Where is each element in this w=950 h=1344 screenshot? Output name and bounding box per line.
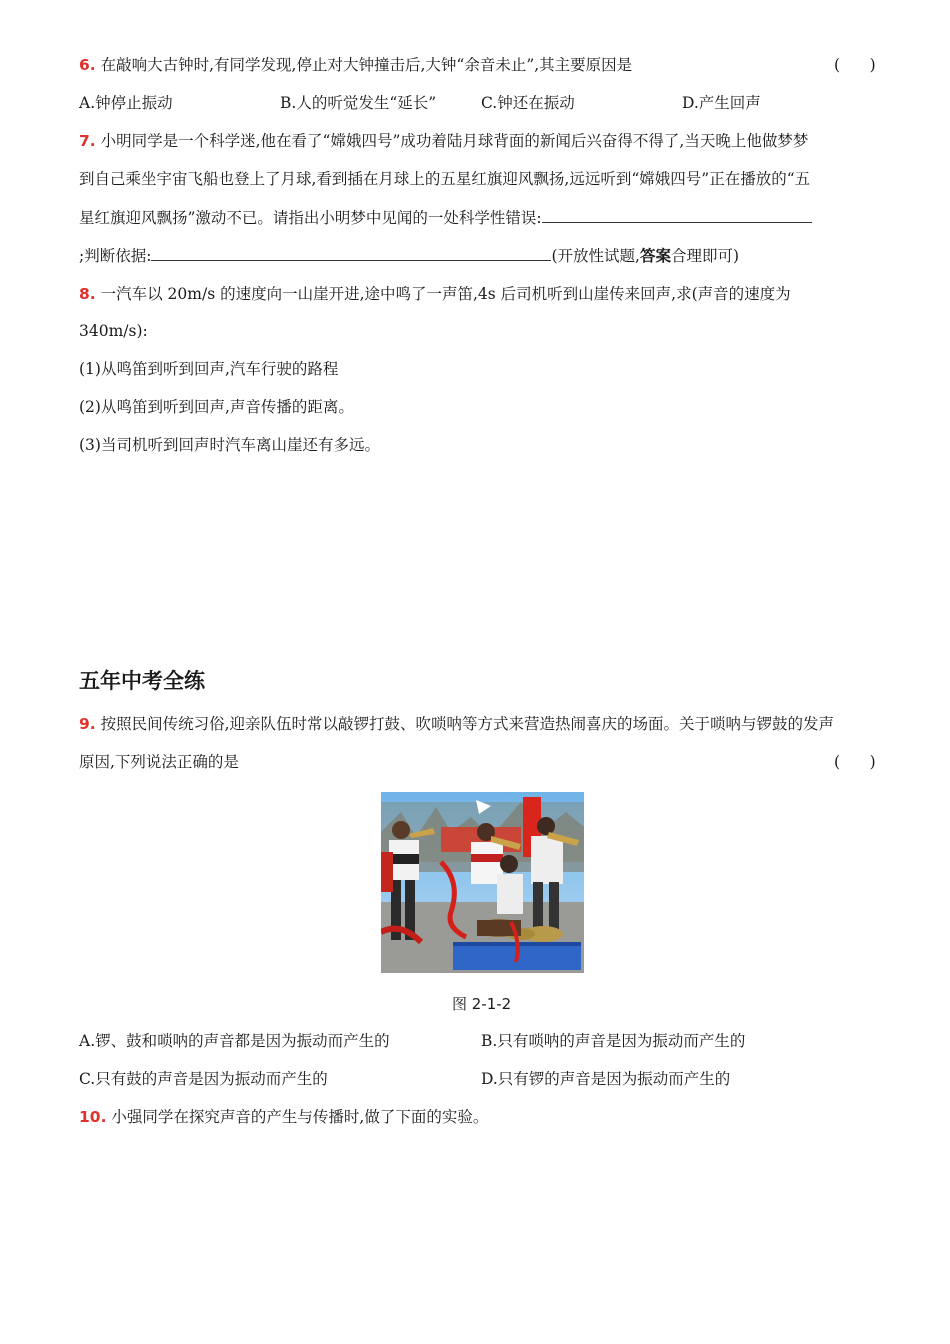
option-b: B.人的听觉发生“延长” (280, 94, 437, 112)
answer-label: 答案 (639, 247, 671, 265)
question-text: 小强同学在探究声音的产生与传播时,做了下面的实验。 (111, 1108, 489, 1126)
question-number: 8. (79, 285, 96, 303)
option-a: A.锣、鼓和唢呐的声音都是因为振动而产生的 (79, 1032, 390, 1050)
answer-blank[interactable] (151, 245, 551, 261)
question-9-line-2: 原因,下列说法正确的是 (79, 753, 239, 771)
question-7-line-4 (79, 245, 739, 266)
option-d: D.只有锣的声音是因为振动而产生的 (481, 1070, 731, 1088)
sub-question-2: (2)从鸣笛到听到回声,声音传播的距离。 (79, 398, 354, 416)
sub-question-3: (3)当司机听到回声时汽车离山崖还有多远。 (79, 436, 380, 454)
question-text: 一汽车以 20m/s 的速度向一山崖开进,途中鸣了一声笛,4s 后司机听到山崖传来回声,求(声音的速度为 (100, 285, 791, 303)
question-7-line-1 (79, 131, 808, 151)
question-text: 小明同学是一个科学迷,他在看了“嫦娥四号”成功着陆月球背面的新闻后兴奋得不得了,当天晚上他做梦梦 (100, 132, 809, 150)
note-text: (开放性试题, (551, 247, 640, 265)
question-text: 在敲响大古钟时,有同学发现,停止对大钟撞击后,大钟“余音未止”,其主要原因是 (100, 56, 633, 74)
question-7-line-3 (79, 207, 812, 228)
question-number: 6. (79, 56, 96, 74)
basis-label: ;判断依据: (79, 247, 152, 265)
option-a: A.钟停止振动 (79, 94, 173, 112)
note-text: 合理即可) (670, 247, 740, 265)
sub-question-1: (1)从鸣笛到听到回声,汽车行驶的路程 (79, 360, 339, 378)
question-7-line-2: 到自己乘坐宇宙飞船也登上了月球,看到插在月球上的五星红旗迎风飘扬,远远听到“嫦娥四号”正在播放的“五 (79, 170, 811, 188)
answer-blank[interactable] (542, 207, 812, 223)
question-text: 按照民间传统习俗,迎亲队伍时常以敲锣打鼓、吹唢呐等方式来营造热闹喜庆的场面。关于唢呐与锣鼓的发声 (100, 715, 835, 733)
figure-caption: 图 2-1-2 (452, 995, 512, 1013)
question-number: 7. (79, 132, 96, 150)
section-title: 五年中考全练 (79, 669, 205, 693)
procession-illustration (381, 792, 584, 973)
question-10 (79, 1107, 488, 1127)
option-b: B.只有唢呐的声音是因为振动而产生的 (481, 1032, 746, 1050)
answer-parentheses: ( ) (834, 753, 876, 771)
question-number: 10. (79, 1108, 107, 1126)
question-8-line-2: 340m/s): (79, 322, 148, 340)
question-number: 9. (79, 715, 96, 733)
question-8-line-1 (79, 284, 791, 304)
answer-parentheses: ( ) (834, 56, 876, 74)
question-9-line-1 (79, 714, 834, 734)
procession-photo (381, 792, 584, 973)
question-6 (79, 55, 632, 75)
option-c: C.钟还在振动 (481, 94, 575, 112)
question-text: 星红旗迎风飘扬”激动不已。请指出小明梦中见闻的一处科学性错误: (79, 209, 542, 227)
option-d: D.产生回声 (682, 94, 761, 112)
option-c: C.只有鼓的声音是因为振动而产生的 (79, 1070, 328, 1088)
